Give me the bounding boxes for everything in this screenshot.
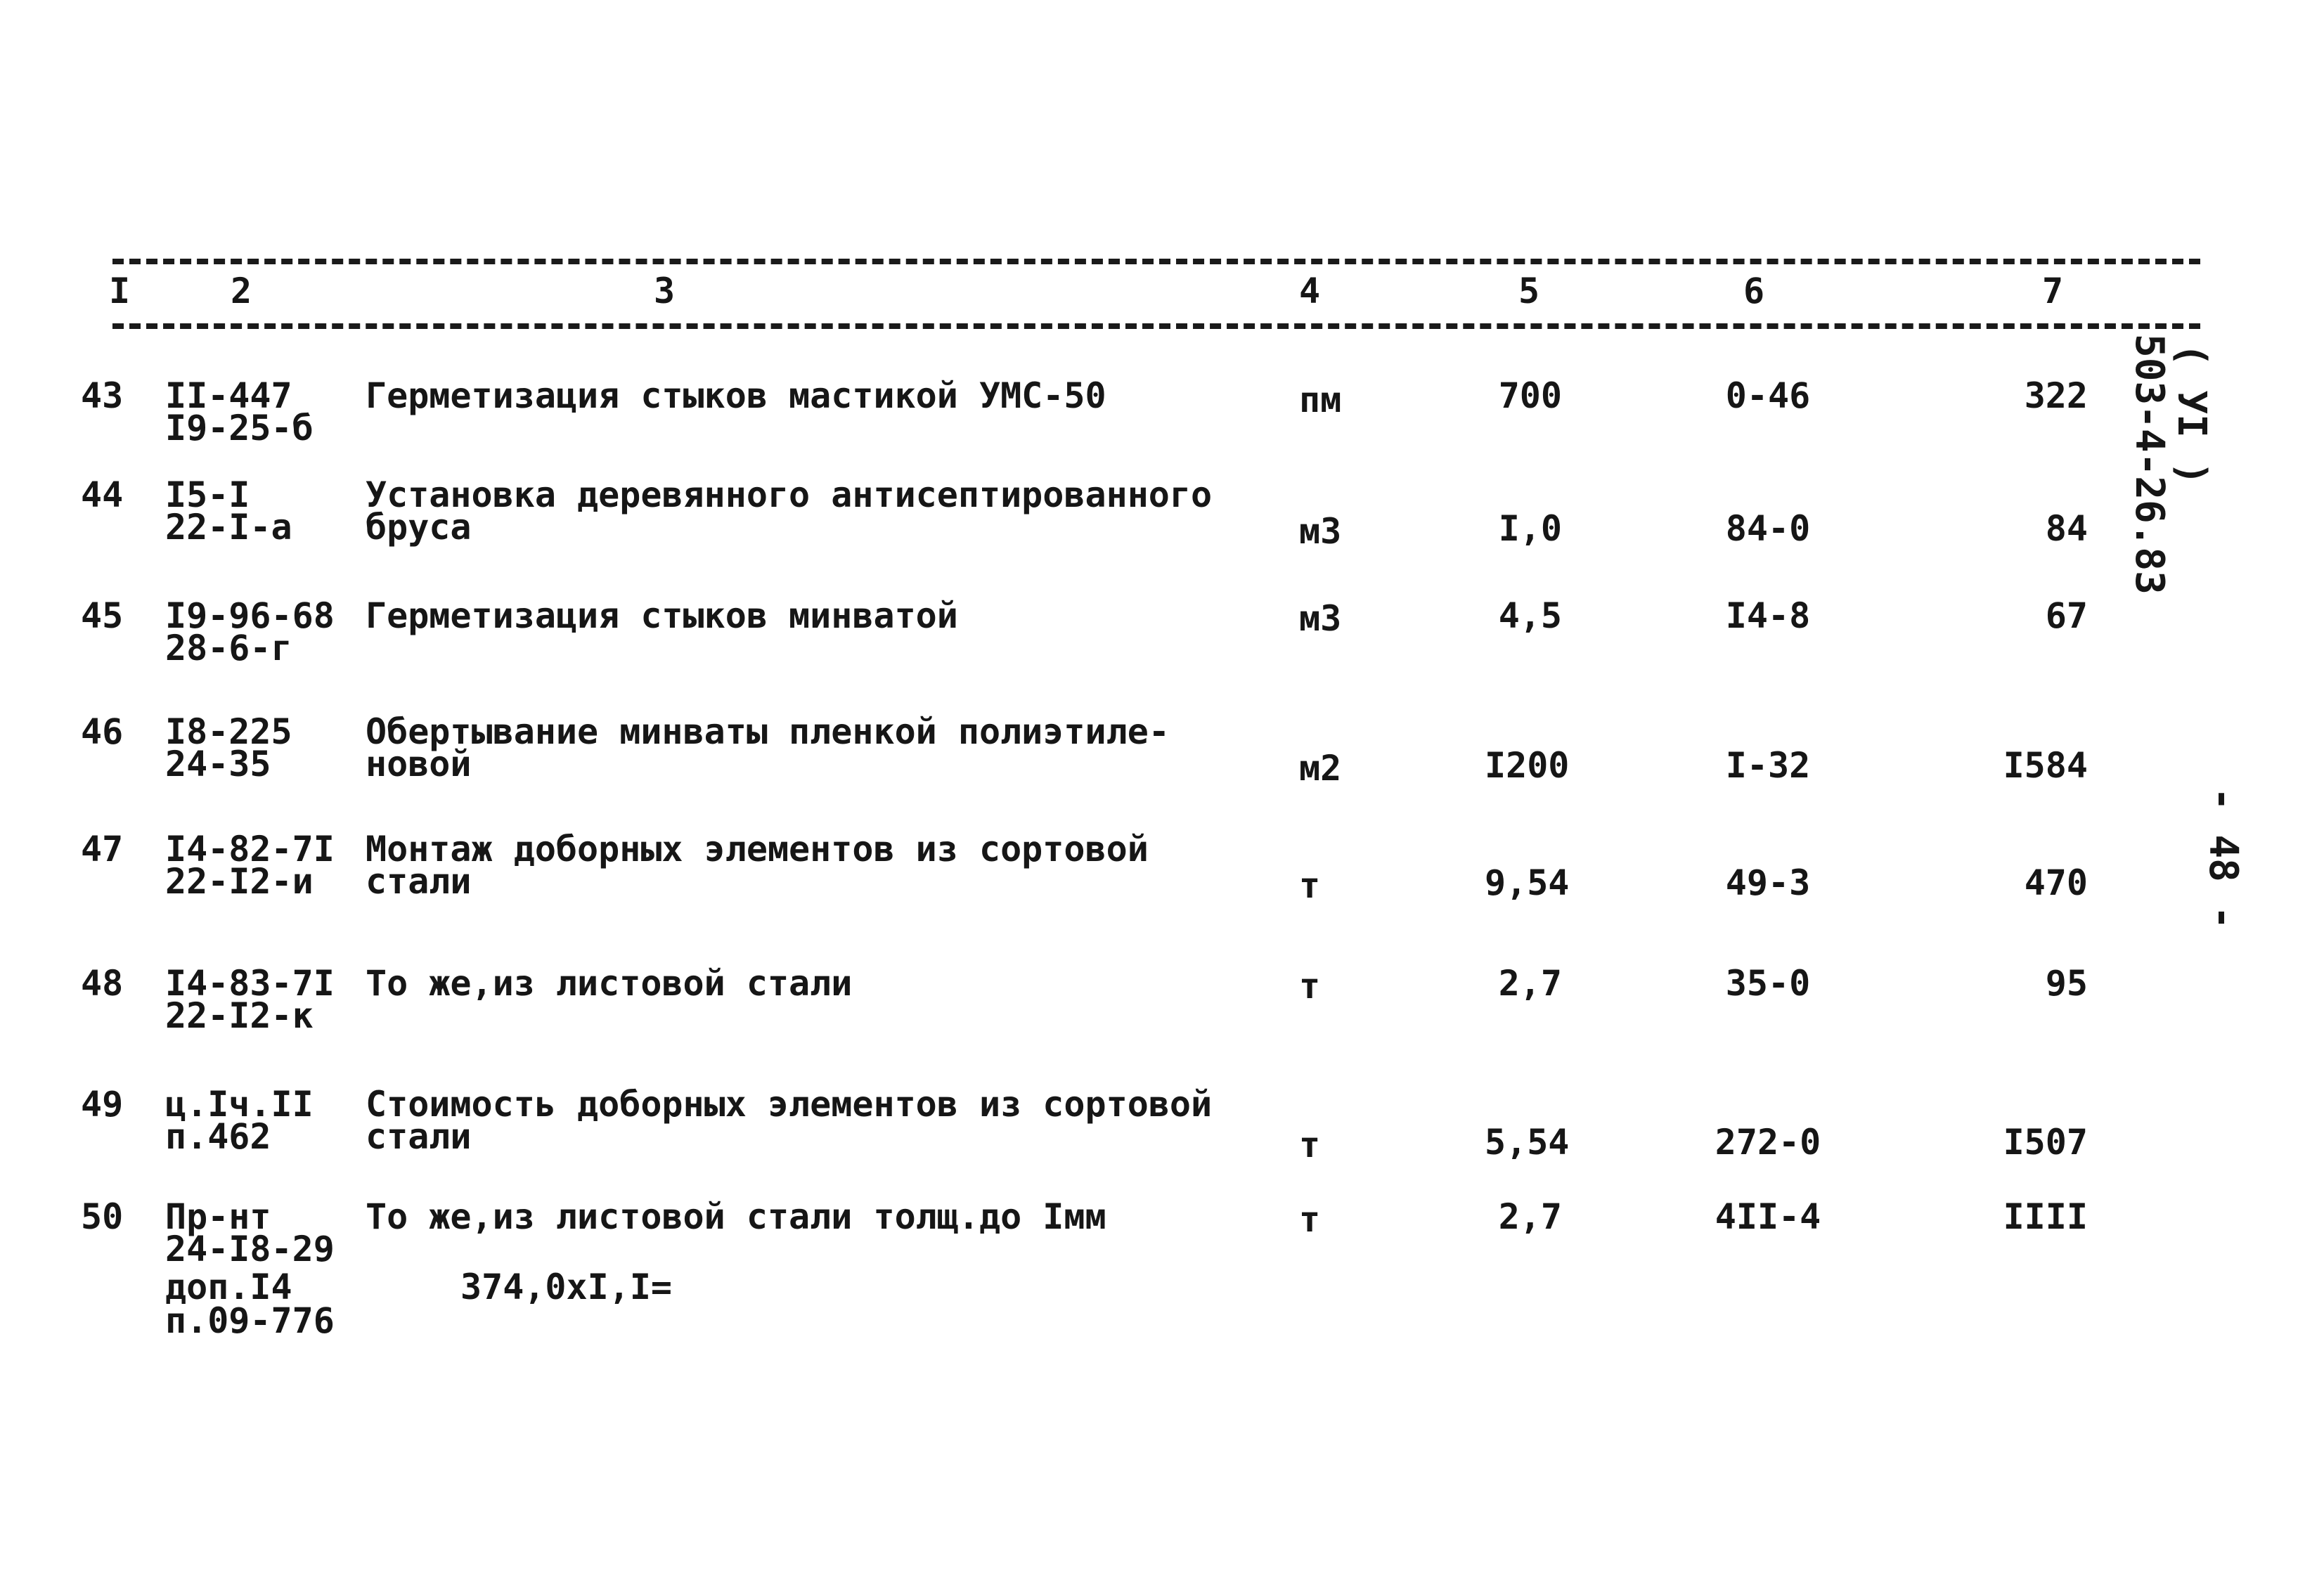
column-header-3: 3 bbox=[654, 271, 676, 311]
norm-code-line-4: п.09-776 bbox=[165, 1300, 335, 1341]
row-number: 49 bbox=[81, 1084, 124, 1125]
column-header-2: 2 bbox=[231, 271, 252, 311]
quantity: 9,54 bbox=[1485, 862, 1570, 903]
row-number: 48 bbox=[81, 963, 124, 1004]
norm-code-line-1: Пр-нт bbox=[165, 1196, 271, 1237]
norm-code-line-2: 28-6-г bbox=[165, 628, 292, 668]
quantity: I200 bbox=[1485, 745, 1570, 786]
column-header-5: 5 bbox=[1518, 271, 1540, 311]
quantity: 2,7 bbox=[1498, 1196, 1562, 1237]
quantity: 700 bbox=[1498, 375, 1562, 416]
header-bottom-rule bbox=[112, 323, 2200, 329]
quantity: 2,7 bbox=[1498, 963, 1562, 1004]
norm-code-line-1: I8-225 bbox=[165, 711, 292, 752]
row-number: 50 bbox=[81, 1196, 124, 1237]
unit-price: 49-3 bbox=[1725, 862, 1811, 903]
total-cost: I584 bbox=[2003, 745, 2088, 786]
document-number: 503-4-26.83 bbox=[2126, 334, 2172, 595]
unit-price: 35-0 bbox=[1725, 963, 1811, 1004]
column-header-7: 7 bbox=[2042, 271, 2064, 311]
total-cost: 95 bbox=[2045, 963, 2088, 1004]
norm-code-line-1: I4-82-7I bbox=[165, 829, 335, 869]
row-number: 45 bbox=[81, 595, 124, 636]
work-description: То же,из листовой стали толщ.до Iмм bbox=[366, 1196, 1106, 1237]
column-header-6: 6 bbox=[1743, 271, 1765, 311]
page-number: - 48 - bbox=[2200, 787, 2246, 930]
unit: т bbox=[1299, 966, 1321, 1007]
unit: пм bbox=[1299, 380, 1342, 420]
norm-code-line-1: II-447 bbox=[165, 375, 292, 416]
unit-price: I4-8 bbox=[1725, 595, 1811, 636]
column-header-4: 4 bbox=[1299, 271, 1321, 311]
work-description: То же,из листовой стали bbox=[366, 963, 853, 1004]
work-description: Монтаж доборных элементов из сортовой bbox=[366, 829, 1149, 869]
work-description: Герметизация стыков минватой bbox=[366, 595, 958, 636]
total-cost: IIII bbox=[2003, 1196, 2088, 1237]
unit-price: 84-0 bbox=[1725, 508, 1811, 549]
norm-code-line-1: ц.Iч.II bbox=[165, 1084, 314, 1125]
quantity: 4,5 bbox=[1498, 595, 1562, 636]
work-description: Обертывание минваты пленкой полиэтиле- bbox=[366, 711, 1170, 752]
norm-code-line-2: 22-I-а bbox=[165, 507, 292, 548]
norm-code-line-3: доп.I4 bbox=[165, 1267, 292, 1307]
row-number: 43 bbox=[81, 375, 124, 416]
total-cost: 322 bbox=[2024, 375, 2088, 416]
unit: м3 bbox=[1299, 598, 1342, 639]
total-cost: 84 bbox=[2045, 508, 2088, 549]
document-series-code: ( УI ) bbox=[2169, 343, 2214, 486]
quantity: I,0 bbox=[1498, 508, 1562, 549]
unit-price: 4II-4 bbox=[1715, 1196, 1821, 1237]
unit: т bbox=[1299, 865, 1321, 906]
norm-code-line-1: I9-96-68 bbox=[165, 595, 335, 636]
work-description-line-2: бруса bbox=[366, 507, 472, 548]
header-top-rule bbox=[112, 259, 2200, 264]
norm-code-line-1: I4-83-7I bbox=[165, 963, 335, 1004]
unit-price: 272-0 bbox=[1715, 1122, 1821, 1163]
norm-code-line-2: I9-25-б bbox=[165, 408, 314, 448]
work-description: Установка деревянного антисептированного bbox=[366, 474, 1213, 515]
norm-code-line-2: п.462 bbox=[165, 1116, 271, 1157]
unit: т bbox=[1299, 1199, 1321, 1240]
norm-code-line-2: 22-I2-к bbox=[165, 995, 314, 1036]
calculation-note: 374,0хI,I= bbox=[460, 1267, 673, 1307]
row-number: 47 bbox=[81, 829, 124, 869]
unit-price: I-32 bbox=[1725, 745, 1811, 786]
total-cost: 67 bbox=[2045, 595, 2088, 636]
unit: м3 bbox=[1299, 511, 1342, 552]
norm-code-line-2: 24-I8-29 bbox=[165, 1229, 335, 1269]
total-cost: I507 bbox=[2003, 1122, 2088, 1163]
work-description-line-2: стали bbox=[366, 1116, 472, 1157]
unit-price: 0-46 bbox=[1725, 375, 1811, 416]
norm-code-line-2: 24-35 bbox=[165, 744, 271, 784]
work-description-line-2: стали bbox=[366, 861, 472, 902]
row-number: 44 bbox=[81, 474, 124, 515]
quantity: 5,54 bbox=[1485, 1122, 1570, 1163]
work-description-line-2: новой bbox=[366, 744, 472, 784]
unit: т bbox=[1299, 1125, 1321, 1165]
work-description: Стоимость доборных элементов из сортовой bbox=[366, 1084, 1213, 1125]
norm-code-line-1: I5-I bbox=[165, 474, 250, 515]
unit: м2 bbox=[1299, 748, 1342, 789]
row-number: 46 bbox=[81, 711, 124, 752]
column-header-1: I bbox=[109, 271, 131, 311]
total-cost: 470 bbox=[2024, 862, 2088, 903]
norm-code-line-2: 22-I2-и bbox=[165, 861, 314, 902]
work-description: Герметизация стыков мастикой УМС-50 bbox=[366, 375, 1106, 416]
